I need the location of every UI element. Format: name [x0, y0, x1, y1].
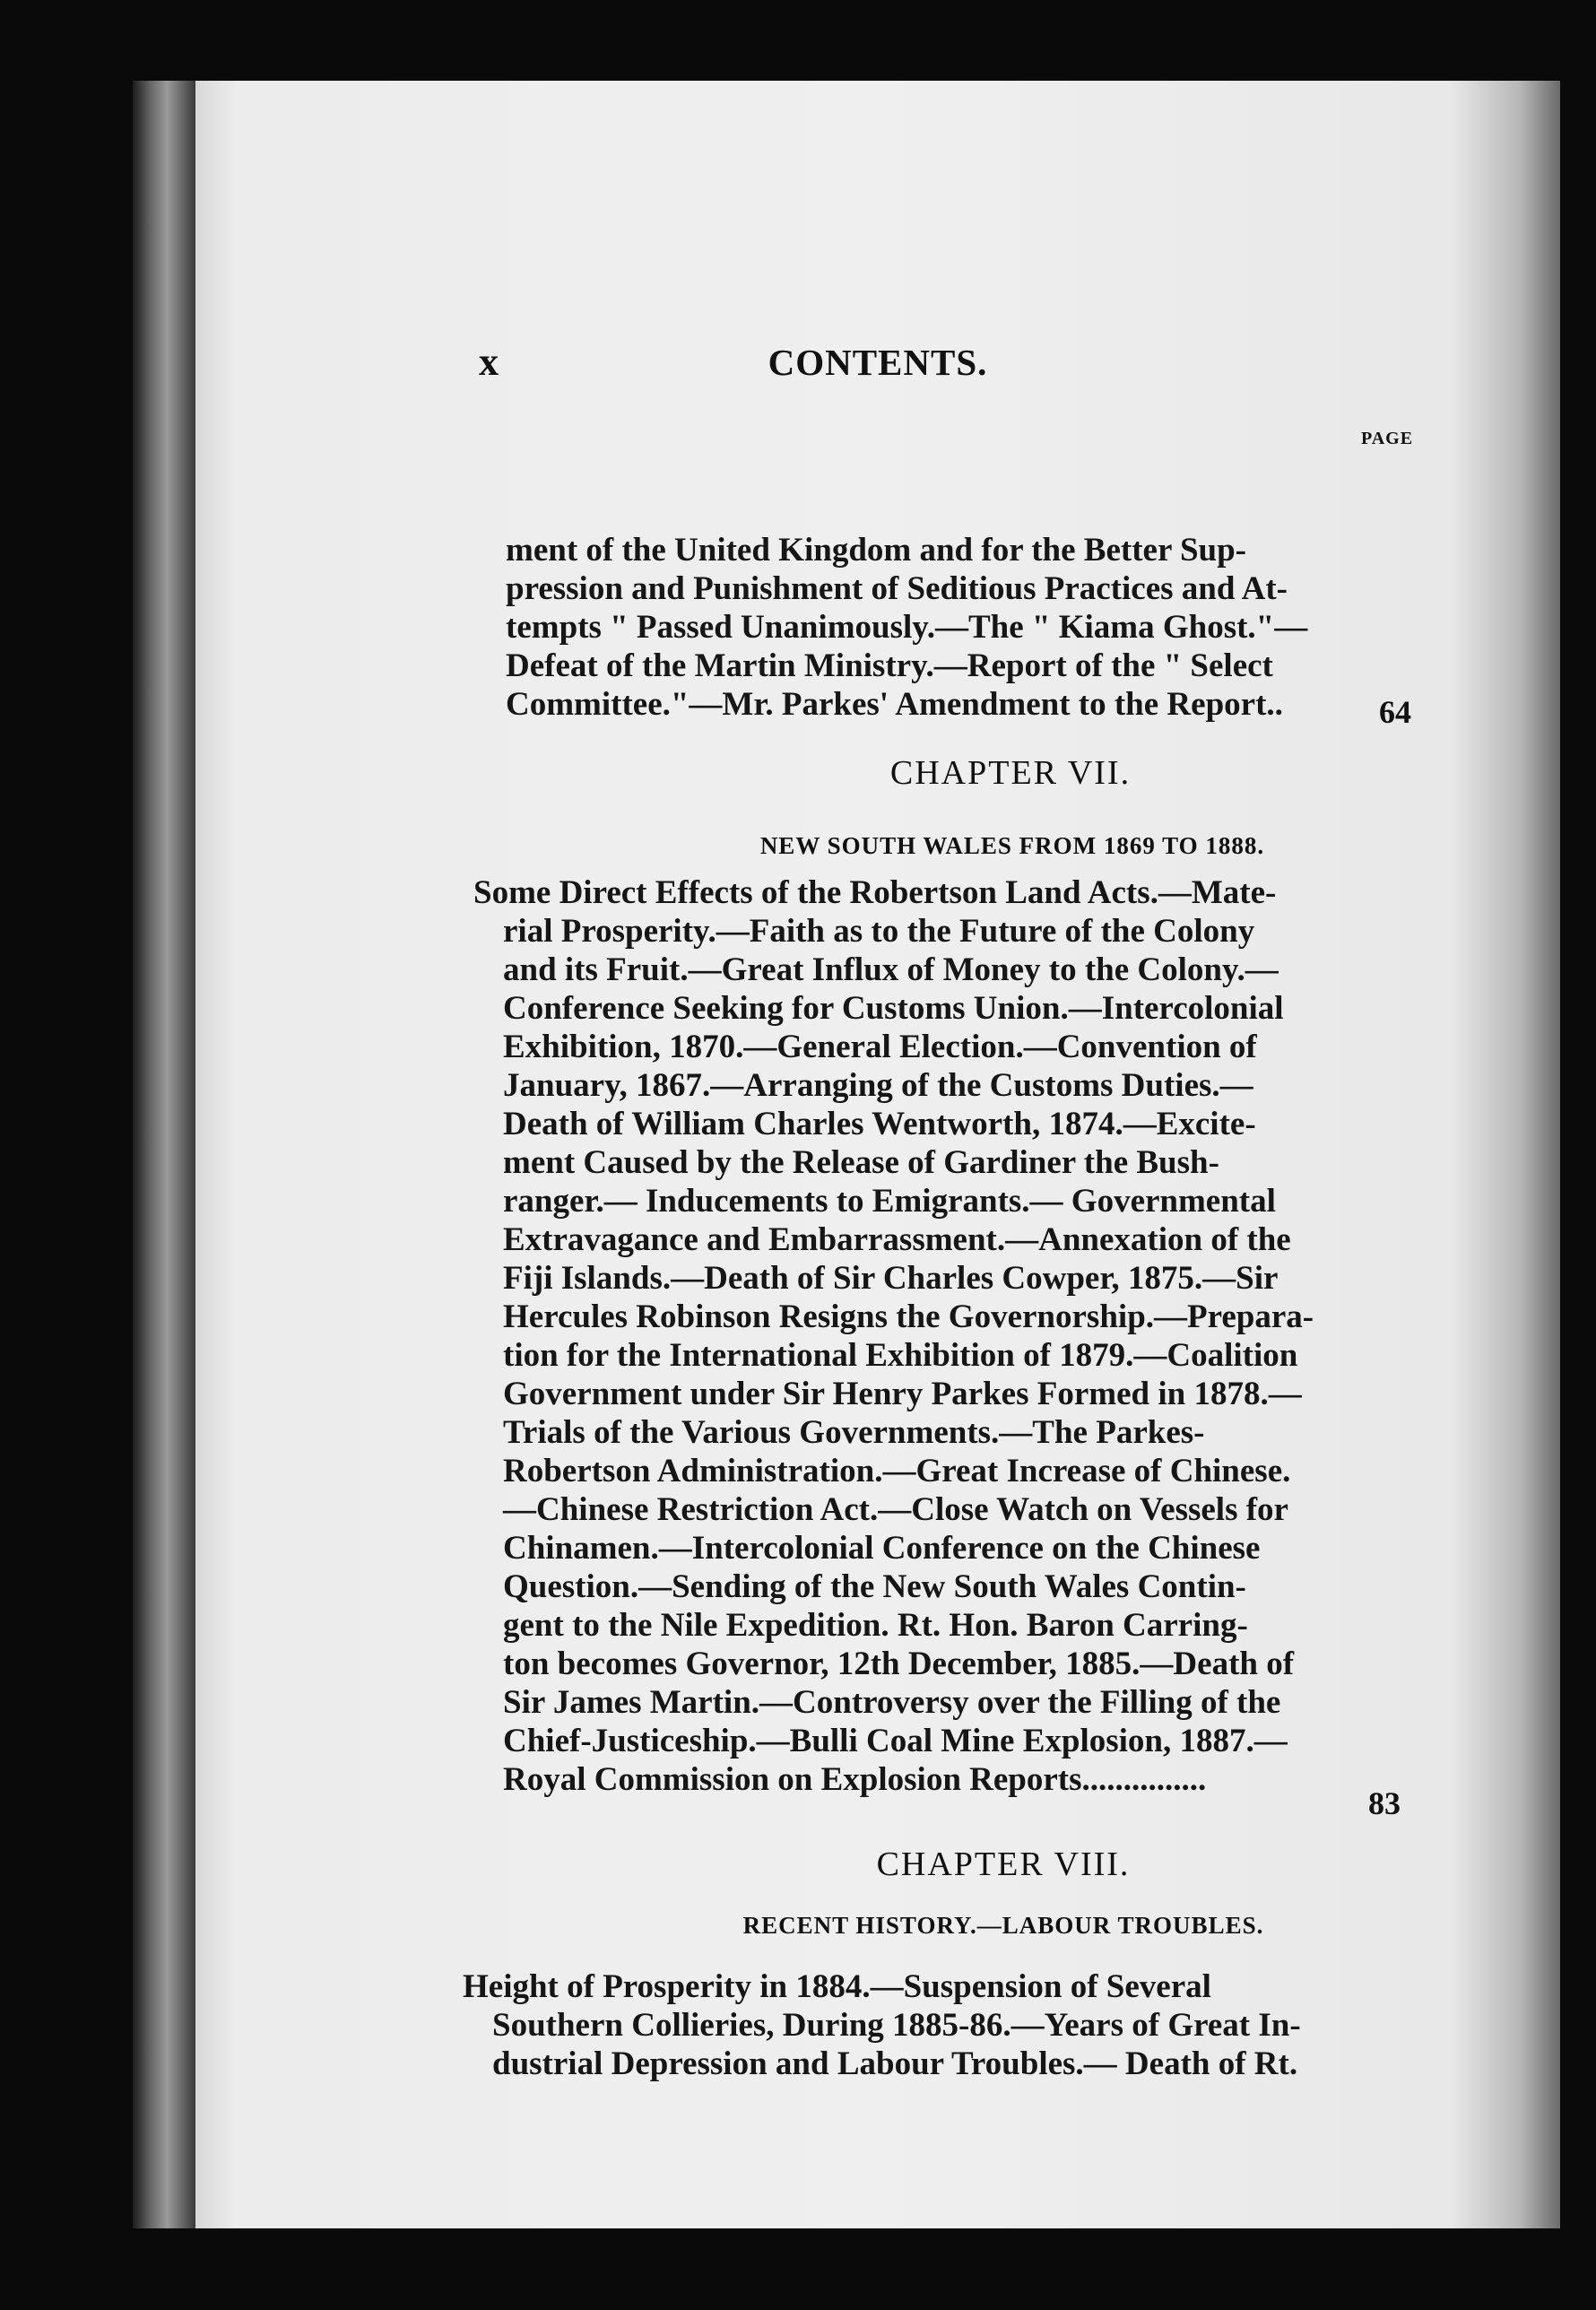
page-number: 64: [1379, 694, 1411, 730]
running-head: CONTENTS.: [768, 342, 988, 383]
toc-line: tion for the International Exhibition of 1879.—Coalition: [503, 1337, 1298, 1374]
page-folio: x: [479, 340, 499, 384]
chapter-heading: CHAPTER VII.: [889, 754, 1132, 792]
toc-line: rial Prosperity.—Faith as to the Future of the Colony: [503, 913, 1255, 950]
toc-line: Defeat of the Martin Ministry.—Report of the " Select: [506, 647, 1273, 684]
toc-line: tempts " Passed Unanimously.—The " Kiama Ghost."—: [506, 609, 1308, 646]
toc-line: ton becomes Governor, 12th December, 1885.—Death of: [503, 1646, 1295, 1682]
toc-line: January, 1867.—Arranging of the Customs Duties.—: [503, 1067, 1253, 1104]
toc-line: —Chinese Restriction Act.—Close Watch on Vessels for: [503, 1491, 1288, 1528]
chapter-subtitle: RECENT HISTORY.—LABOUR TROUBLES.: [742, 1912, 1264, 1939]
book-page: [195, 81, 1560, 2228]
toc-entry-chapter-viii: [463, 1967, 1359, 2083]
toc-line: and its Fruit.—Great Influx of Money to the Colony.—: [503, 951, 1279, 988]
toc-line: Exhibition, 1870.—General Election.—Convention of: [503, 1029, 1257, 1065]
toc-line: Some Direct Effects of the Robertson Land Acts.—Mate-: [473, 874, 1277, 911]
toc-line: Robertson Administration.—Great Increase of Chinese.: [503, 1453, 1291, 1489]
toc-line: pression and Punishment of Seditious Practices and At-: [506, 570, 1288, 607]
book-spine-edge: [133, 81, 195, 2228]
toc-line: ment of the United Kingdom and for the Better Sup-: [506, 532, 1246, 569]
toc-line: Trials of the Various Governments.—The Parkes-: [503, 1414, 1205, 1451]
toc-line: Hercules Robinson Resigns the Governorship.—Prepara-: [503, 1298, 1314, 1335]
toc-line: Government under Sir Henry Parkes Formed in 1878.—: [503, 1376, 1302, 1412]
toc-line: Sir James Martin.—Controversy over the Filling of the: [503, 1684, 1281, 1721]
toc-line: Conference Seeking for Customs Union.—Intercolonial: [503, 990, 1284, 1027]
toc-line: Fiji Islands.—Death of Sir Charles Cowper, 1875.—Sir: [503, 1260, 1279, 1297]
toc-line: Chief-Justiceship.—Bulli Coal Mine Explosion, 1887.—: [503, 1723, 1288, 1759]
toc-line: Chinamen.—Intercolonial Conference on the Chinese: [503, 1530, 1261, 1567]
toc-line: dustrial Depression and Labour Troubles.— Death of Rt.: [492, 2045, 1298, 2082]
toc-line: ranger.— Inducements to Emigrants.— Governmental: [503, 1183, 1276, 1220]
page-column-label: PAGE: [1361, 429, 1414, 448]
toc-line: Extravagance and Embarrassment.—Annexation of the: [503, 1221, 1291, 1258]
chapter-heading: CHAPTER VIII.: [876, 1845, 1131, 1883]
toc-line: ment Caused by the Release of Gardiner the Bush-: [503, 1144, 1219, 1181]
toc-line: gent to the Nile Expedition. Rt. Hon. Baron Carring-: [503, 1607, 1248, 1644]
toc-line: Southern Collieries, During 1885-86.—Years of Great In-: [492, 2007, 1301, 2044]
toc-line: Death of William Charles Wentworth, 1874.—Excite-: [503, 1106, 1256, 1142]
page-number: 83: [1368, 1785, 1401, 1821]
toc-line: Royal Commission on Explosion Reports...............: [503, 1761, 1207, 1798]
toc-line: Height of Prosperity in 1884.—Suspension of Several: [463, 1968, 1211, 2005]
toc-entry-chapter-vii: [473, 873, 1370, 1799]
toc-line: Question.—Sending of the New South Wales Contin-: [503, 1568, 1246, 1605]
toc-entry-continued: [506, 531, 1380, 724]
toc-line: Committee."—Mr. Parkes' Amendment to the Report..: [506, 686, 1283, 723]
chapter-subtitle: NEW SOUTH WALES FROM 1869 TO 1888.: [759, 832, 1265, 859]
